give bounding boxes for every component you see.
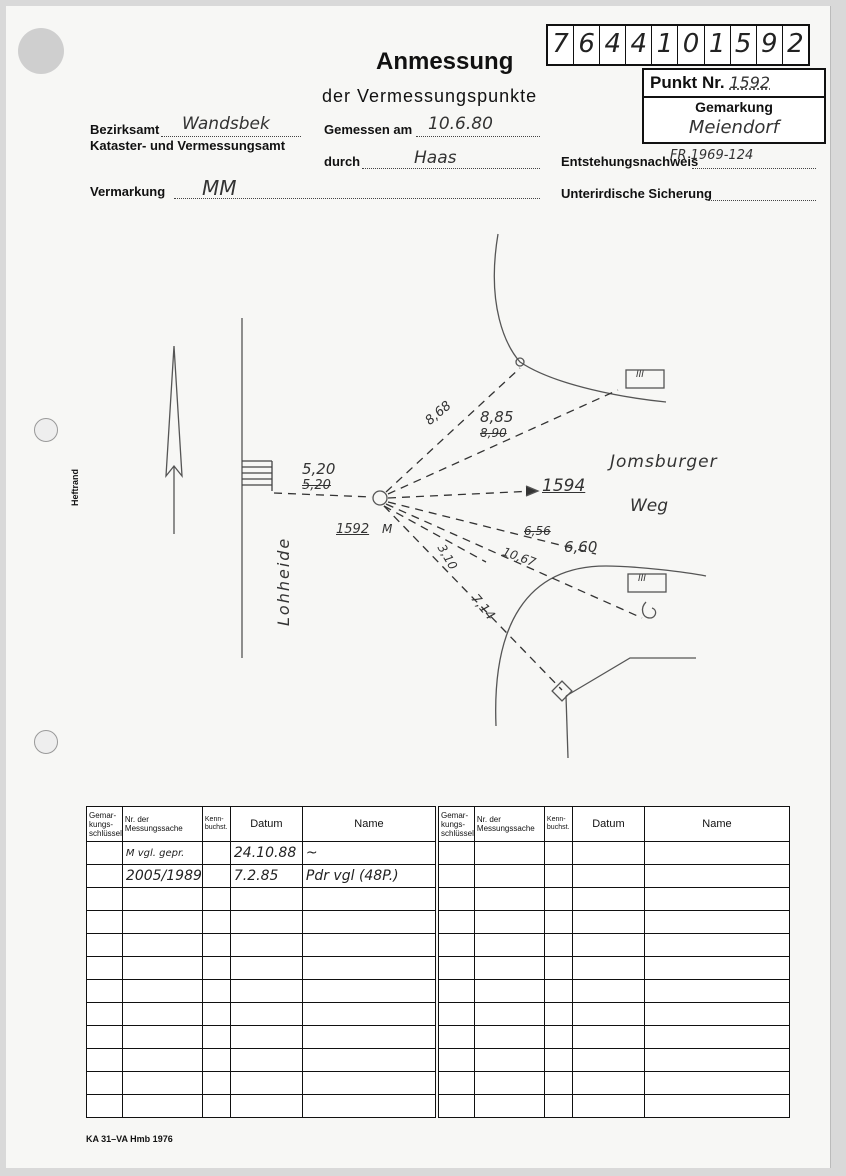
table-header-cell: Datum <box>572 807 644 842</box>
form-sheet <box>6 6 831 1168</box>
table-cell <box>202 980 230 1003</box>
table-cell <box>302 1072 435 1095</box>
id-digit: 1 <box>652 26 678 64</box>
entstehung-label: Entstehungsnachweis <box>561 154 699 169</box>
table-cell <box>544 1026 572 1049</box>
gemarkung-label: Gemarkung <box>695 99 773 115</box>
table-cell <box>302 1003 435 1026</box>
table-header-cell: Name <box>644 807 789 842</box>
table-cell <box>474 1072 544 1095</box>
table-cell <box>439 1049 475 1072</box>
table-cell <box>302 957 435 980</box>
table-header-cell: Datum <box>230 807 302 842</box>
table-cell <box>474 865 544 888</box>
dist-s-label: 7,14 <box>467 591 498 624</box>
table-cell <box>122 1072 202 1095</box>
table-row <box>439 865 790 888</box>
table-header-cell: Nr. der Messungssache <box>122 807 202 842</box>
table-cell <box>230 1003 302 1026</box>
table-cell <box>474 1003 544 1026</box>
table-cell <box>544 888 572 911</box>
table-cell <box>439 980 475 1003</box>
punkt-value: 1592 <box>729 73 771 92</box>
table-cell <box>230 911 302 934</box>
register-table-left <box>86 806 436 1118</box>
table-cell <box>87 888 123 911</box>
table-cell <box>230 1072 302 1095</box>
table-cell <box>87 1072 123 1095</box>
table-cell <box>122 1095 202 1118</box>
table-cell <box>439 1003 475 1026</box>
table-cell <box>302 911 435 934</box>
table-cell <box>122 1026 202 1049</box>
bezirksamt-value: Wandsbek <box>182 114 270 134</box>
table-cell <box>544 1072 572 1095</box>
table-cell <box>202 934 230 957</box>
table-row <box>439 1072 790 1095</box>
table-row <box>439 842 790 865</box>
table-cell <box>644 888 789 911</box>
table-row <box>439 934 790 957</box>
bezirksamt-label: Bezirksamt <box>90 122 160 137</box>
table-cell <box>572 1072 644 1095</box>
table-cell: 7.2.85 <box>230 865 302 888</box>
table-cell <box>87 1003 123 1026</box>
side-street-label: Lohheide <box>274 536 293 626</box>
page-subtitle: der Vermessungspunkte <box>322 86 538 106</box>
table-cell <box>544 1095 572 1118</box>
dist-se1-new-label: 6,60 <box>564 538 598 556</box>
table-cell <box>302 980 435 1003</box>
durch-value: Haas <box>414 148 457 168</box>
table-cell <box>230 888 302 911</box>
table-cell <box>230 1049 302 1072</box>
table-row <box>87 1049 436 1072</box>
table-cell <box>230 957 302 980</box>
table-cell <box>202 1095 230 1118</box>
table-cell <box>572 1049 644 1072</box>
table-row <box>439 911 790 934</box>
durch-label: durch <box>324 154 361 169</box>
table-cell <box>439 934 475 957</box>
table-cell <box>572 865 644 888</box>
register-table-right <box>438 806 790 1118</box>
dist-ne1-label: 8,68 <box>422 398 455 429</box>
street-name-1: Jomsburger <box>610 452 718 472</box>
table-cell <box>122 1003 202 1026</box>
page-title: Anmessung <box>376 48 514 75</box>
id-digit: 2 <box>787 29 804 59</box>
table-cell <box>644 1003 789 1026</box>
table-header-cell: Name <box>302 807 435 842</box>
table-cell <box>230 1095 302 1118</box>
table-cell <box>230 1026 302 1049</box>
table-cell <box>87 842 123 865</box>
table-cell <box>439 1026 475 1049</box>
table-cell <box>87 980 123 1003</box>
building-box <box>626 370 664 388</box>
table-cell <box>572 888 644 911</box>
table-cell: 2005/1989 <box>122 865 202 888</box>
table-cell <box>202 1003 230 1026</box>
table-cell <box>87 865 123 888</box>
point-marker-label: M <box>382 522 393 536</box>
table-cell <box>544 1003 572 1026</box>
id-digit: 6 <box>574 26 600 64</box>
table-cell <box>122 911 202 934</box>
dist-se3-label: 3,10 <box>434 541 461 573</box>
id-digit: 4 <box>600 26 626 64</box>
table-row <box>87 1003 436 1026</box>
table-cell <box>439 888 475 911</box>
table-header-cell: Kenn-buchst. <box>544 807 572 842</box>
table-cell <box>572 1095 644 1118</box>
table-cell <box>439 911 475 934</box>
table-row <box>439 980 790 1003</box>
table-row <box>87 1026 436 1049</box>
dist-ne2-label: 8,85 <box>480 408 514 426</box>
table-cell <box>87 934 123 957</box>
table-cell <box>644 934 789 957</box>
table-cell <box>439 1072 475 1095</box>
table-cell <box>644 1026 789 1049</box>
dist-se2-label: 10,67 <box>500 544 538 570</box>
gemessen-label: Gemessen am <box>324 122 413 137</box>
table-cell <box>474 842 544 865</box>
tree-symbol-icon <box>643 602 656 618</box>
table-cell <box>644 911 789 934</box>
table-row <box>87 842 436 865</box>
table-cell <box>122 957 202 980</box>
table-cell <box>87 1095 123 1118</box>
dist-west-label: 5,20 <box>302 460 336 478</box>
table-row <box>87 888 436 911</box>
survey-sketch <box>6 6 830 806</box>
table-cell <box>122 888 202 911</box>
table-row <box>87 980 436 1003</box>
table-cell <box>302 934 435 957</box>
id-digit: 4 <box>626 26 652 64</box>
vermarkung-label: Vermarkung <box>90 184 166 199</box>
table-cell <box>202 865 230 888</box>
table-cell <box>474 1049 544 1072</box>
table-cell <box>87 1026 123 1049</box>
table-cell <box>87 911 123 934</box>
table-cell <box>87 957 123 980</box>
boundary-stone-icon <box>552 681 572 701</box>
table-cell <box>544 911 572 934</box>
kataster-label: Kataster- und Vermessungsamt <box>90 138 286 153</box>
table-cell: Pdr vgl (48P.) <box>302 865 435 888</box>
table-row <box>439 1026 790 1049</box>
gemessen-value: 10.6.80 <box>428 114 493 134</box>
table-cell <box>474 980 544 1003</box>
dist-west-old-label: 5,20 <box>302 478 331 493</box>
north-arrow-icon <box>166 346 182 534</box>
table-cell <box>544 957 572 980</box>
table-cell <box>439 957 475 980</box>
dist-ne2-old-label: 8,90 <box>480 426 507 440</box>
table-cell <box>544 865 572 888</box>
table-cell <box>572 842 644 865</box>
building-label: III <box>636 370 644 380</box>
table-row <box>439 1003 790 1026</box>
table-cell <box>474 1095 544 1118</box>
table-cell <box>474 957 544 980</box>
curb-line-down <box>566 696 568 758</box>
form-footer: KA 31–VA Hmb 1976 <box>86 1134 173 1144</box>
table-cell: ~ <box>302 842 435 865</box>
table-cell <box>572 934 644 957</box>
table-cell <box>644 1095 789 1118</box>
table-cell: M vgl. gepr. <box>122 842 202 865</box>
table-cell <box>644 865 789 888</box>
table-cell <box>572 1003 644 1026</box>
table-cell <box>544 842 572 865</box>
table-row <box>87 934 436 957</box>
table-cell <box>644 980 789 1003</box>
table-cell <box>572 1026 644 1049</box>
table-cell <box>572 980 644 1003</box>
table-row <box>87 865 436 888</box>
table-cell <box>202 1072 230 1095</box>
table-cell <box>544 934 572 957</box>
table-cell <box>230 934 302 957</box>
table-cell <box>302 1026 435 1049</box>
table-row <box>439 1095 790 1118</box>
dist-se1-label: 6,56 <box>524 524 551 538</box>
table-row <box>87 957 436 980</box>
table-cell <box>439 1095 475 1118</box>
table-cell <box>87 1049 123 1072</box>
street-name-2: Weg <box>630 496 669 516</box>
arrow-head-icon <box>526 486 538 496</box>
table-cell <box>474 934 544 957</box>
table-header-cell: Gemar-kungs-schlüssel <box>87 807 123 842</box>
table-row <box>87 1072 436 1095</box>
table-cell <box>122 1049 202 1072</box>
building-box <box>628 574 666 592</box>
table-cell <box>302 888 435 911</box>
table-cell <box>439 842 475 865</box>
table-cell <box>122 980 202 1003</box>
vermarkung-value: MM <box>202 176 237 200</box>
target-point-label: 1594 <box>542 476 586 496</box>
table-cell <box>544 1049 572 1072</box>
table-cell <box>202 1049 230 1072</box>
table-cell <box>544 980 572 1003</box>
table-cell <box>202 957 230 980</box>
table-header-cell: Nr. der Messungssache <box>474 807 544 842</box>
table-cell <box>202 888 230 911</box>
table-cell <box>644 842 789 865</box>
table-cell <box>439 865 475 888</box>
table-cell <box>202 1026 230 1049</box>
curb-curve-south <box>496 566 706 726</box>
survey-point-marker <box>373 491 387 505</box>
table-cell <box>122 934 202 957</box>
table-header-cell: Gemar-kungs-schlüssel <box>439 807 475 842</box>
table-cell: 24.10.88 <box>230 842 302 865</box>
table-cell <box>644 957 789 980</box>
table-cell <box>572 957 644 980</box>
table-cell <box>572 911 644 934</box>
table-cell <box>302 1049 435 1072</box>
punkt-label: Punkt Nr. <box>650 73 725 92</box>
table-row <box>87 911 436 934</box>
table-header-cell: Kenn-buchst. <box>202 807 230 842</box>
id-digit: 7 <box>548 26 574 64</box>
curb-line-south <box>566 658 696 696</box>
gemarkung-value: Meiendorf <box>688 117 780 138</box>
heftrand-label: Heftrand <box>70 468 80 506</box>
table-cell <box>202 911 230 934</box>
table-cell <box>202 842 230 865</box>
table-cell <box>474 911 544 934</box>
id-digit: 0 <box>678 26 704 64</box>
point-number-label: 1592 <box>336 522 370 537</box>
table-cell <box>644 1072 789 1095</box>
id-digit: 5 <box>731 26 757 64</box>
building-hatch <box>242 461 272 491</box>
unterirdisch-label: Unterirdische Sicherung <box>561 186 712 201</box>
table-cell <box>302 1095 435 1118</box>
table-cell <box>474 888 544 911</box>
id-digit: 1 <box>705 26 731 64</box>
table-cell <box>474 1026 544 1049</box>
id-digit: 9 <box>757 26 783 64</box>
table-cell <box>644 1049 789 1072</box>
table-row <box>439 957 790 980</box>
entstehung-value: FR 1969-124 <box>670 148 754 163</box>
table-row <box>87 1095 436 1118</box>
building-label: III <box>638 574 646 584</box>
table-cell <box>230 980 302 1003</box>
table-row <box>439 888 790 911</box>
table-row <box>439 1049 790 1072</box>
